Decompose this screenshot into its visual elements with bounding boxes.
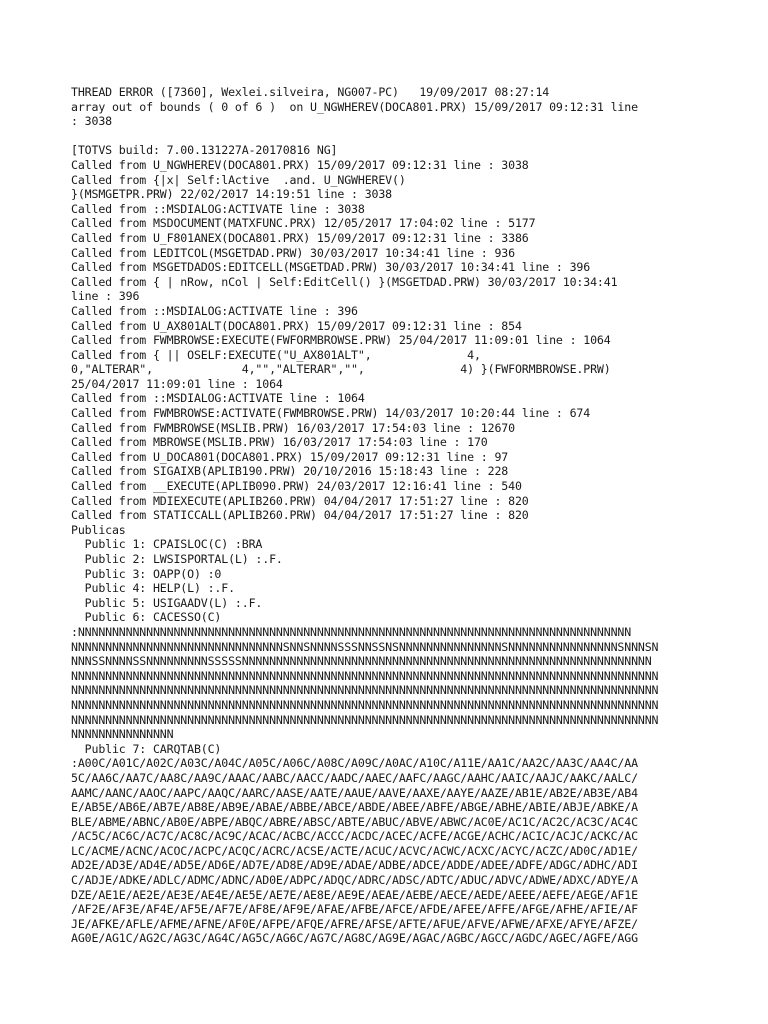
log-line: Called from MSGETDADOS:EDITCELL(MSGETDAD.PRW) 30/03/2017 10:34:41 line : 396: [71, 260, 591, 275]
log-line: Public 1: CPAISLOC(C) :BRA: [71, 537, 263, 552]
log-line: Public 6: CACESSO(C): [71, 610, 222, 625]
log-line: array out of bounds ( 0 of 6 ) on U_NGWHEREV(DOCA801.PRX) 15/09/2017 09:12:31 line: [71, 99, 638, 114]
log-line: Called from FWMBROWSE(MSLIB.PRW) 16/03/2017 17:54:03 line : 12670: [71, 420, 515, 435]
log-line: NNNNNNNNNNNNNNNNNNNNNNNNNNNNNNNSNNSNNNNSSSNNSSNSNNNNNNNNNNNNNNNSNNNNNNNNNNNNNNNNSNNNSN: [71, 639, 659, 654]
log-line: :A00C/A01C/A02C/A03C/A04C/A05C/A06C/A08C/A09C/A0AC/A10C/A11E/AA1C/AA2C/AA3C/AA4C/AA: [71, 756, 638, 771]
log-line: E/AB5E/AB6E/AB7E/AB8E/AB9E/ABAE/ABBE/ABCE/ABDE/ABEE/ABFE/ABGE/ABHE/ABIE/ABJE/ABKE/A: [71, 800, 638, 815]
log-line: 25/04/2017 11:09:01 line : 1064: [71, 376, 283, 391]
log-line: Called from { || OSELF:EXECUTE("U_AX801ALT", 4,: [71, 347, 481, 362]
error-log-text: [71, 85, 701, 946]
log-line: Public 3: OAPP(O) :0: [71, 566, 222, 581]
log-line: NNNSSNNNNSSNNNNNNNNNSSSSSNNNNNNNNNNNNNNNNNNNNNNNNNNNNNNNNNNNNNNNNNNNNNNNNNNNNNNNNNNNN: [71, 654, 652, 669]
log-line: Called from U_NGWHEREV(DOCA801.PRX) 15/09/2017 09:12:31 line : 3038: [71, 157, 529, 172]
log-line: Called from U_DOCA801(DOCA801.PRX) 15/09/2017 09:12:31 line : 97: [71, 449, 509, 464]
log-line: NNNNNNNNNNNNNNN: [71, 727, 174, 742]
log-line: Called from MDIEXECUTE(APLIB260.PRW) 04/04/2017 17:51:27 line : 820: [71, 493, 529, 508]
log-line: Called from SIGAIXB(APLIB190.PRW) 20/10/2016 15:18:43 line : 228: [71, 464, 509, 479]
log-line: NNNNNNNNNNNNNNNNNNNNNNNNNNNNNNNNNNNNNNNNNNNNNNNNNNNNNNNNNNNNNNNNNNNNNNNNNNNNNNNNNNNNNN: [71, 712, 659, 727]
log-line: line : 396: [71, 289, 140, 304]
log-line: /AC5C/AC6C/AC7C/AC8C/AC9C/ACAC/ACBC/ACCC/ACDC/ACEC/ACFE/ACGE/ACHC/ACIC/ACJC/ACKC/AC: [71, 829, 638, 844]
log-line: AG0E/AG1C/AG2C/AG3C/AG4C/AG5C/AG6C/AG7C/AG8C/AG9E/AGAC/AGBC/AGCC/AGDC/AGEC/AGFE/AGG: [71, 931, 638, 946]
log-line: NNNNNNNNNNNNNNNNNNNNNNNNNNNNNNNNNNNNNNNNNNNNNNNNNNNNNNNNNNNNNNNNNNNNNNNNNNNNNNNNNNNNNN: [71, 668, 659, 683]
log-line: }(MSMGETPR.PRW) 22/02/2017 14:19:51 line : 3038: [71, 187, 393, 202]
log-line: 5C/AA6C/AA7C/AA8C/AA9C/AAAC/AABC/AACC/AADC/AAEC/AAFC/AAGC/AAHC/AAIC/AAJC/AAKC/AALC/: [71, 770, 638, 785]
log-line: THREAD ERROR ([7360], Wexlei.silveira, NG007-PC) 19/09/2017 08:27:14: [71, 85, 550, 99]
log-line: Called from U_F801ANEX(DOCA801.PRX) 15/09/2017 09:12:31 line : 3386: [71, 230, 529, 245]
log-line: Called from {|x| Self:lActive .and. U_NGWHEREV(): [71, 172, 406, 187]
log-line: [TOTVS build: 7.00.131227A-20170816 NG]: [71, 143, 338, 158]
log-line: 0,"ALTERAR", 4,"","ALTERAR","", 4) }(FWFORMBROWSE.PRW): [71, 362, 611, 377]
log-line: Called from FWMBROWSE:EXECUTE(FWFORMBROWSE.PRW) 25/04/2017 11:09:01 line : 1064: [71, 333, 611, 348]
log-line: BLE/ABME/ABNC/AB0E/ABPE/ABQC/ABRE/ABSC/ABTE/ABUC/ABVE/ABWC/AC0E/AC1C/AC2C/AC3C/AC4C: [71, 814, 638, 829]
log-line: AD2E/AD3E/AD4E/AD5E/AD6E/AD7E/AD8E/AD9E/ADAE/ADBE/ADCE/ADDE/ADEE/ADFE/ADGC/ADHC/ADI: [71, 858, 638, 873]
log-line: : 3038: [71, 114, 112, 129]
log-line: Called from MBROWSE(MSLIB.PRW) 16/03/2017 17:54:03 line : 170: [71, 435, 488, 450]
log-line: Publicas: [71, 522, 126, 537]
log-line: Called from { | nRow, nCol | Self:EditCell() }(MSGETDAD.PRW) 30/03/2017 10:34:41: [71, 274, 618, 289]
log-line: Called from STATICCALL(APLIB260.PRW) 04/04/2017 17:51:27 line : 820: [71, 508, 529, 523]
log-line: Called from FWMBROWSE:ACTIVATE(FWMBROWSE.PRW) 14/03/2017 10:20:44 line : 674: [71, 406, 591, 421]
log-line: /AF2E/AF3E/AF4E/AF5E/AF7E/AF8E/AF9E/AFAE/AFBE/AFCE/AFDE/AFEE/AFFE/AFGE/AFHE/AFIE/AF: [71, 902, 638, 917]
log-line: Public 7: CARQTAB(C): [71, 741, 222, 756]
log-line: NNNNNNNNNNNNNNNNNNNNNNNNNNNNNNNNNNNNNNNNNNNNNNNNNNNNNNNNNNNNNNNNNNNNNNNNNNNNNNNNNNNNNN: [71, 683, 659, 698]
log-line: DZE/AE1E/AE2E/AE3E/AE4E/AE5E/AE7E/AE8E/AE9E/AEAE/AEBE/AECE/AEDE/AEEE/AEFE/AEGE/AF1E: [71, 887, 638, 902]
log-line: AAMC/AANC/AAOC/AAPC/AAQC/AARC/AASE/AATE/AAUE/AAVE/AAXE/AAYE/AAZE/AB1E/AB2E/AB3E/AB4: [71, 785, 638, 800]
log-line: [71, 129, 701, 144]
log-line: Called from U_AX801ALT(DOCA801.PRX) 15/09/2017 09:12:31 line : 854: [71, 318, 522, 333]
log-line: Public 5: USIGAADV(L) :.F.: [71, 595, 263, 610]
log-line: :NNNNNNNNNNNNNNNNNNNNNNNNNNNNNNNNNNNNNNNNNNNNNNNNNNNNNNNNNNNNNNNNNNNNNNNNNNNNNNNNN: [71, 624, 632, 639]
log-line: Called from MSDOCUMENT(MATXFUNC.PRX) 12/05/2017 17:04:02 line : 5177: [71, 216, 536, 231]
log-line: Called from ::MSDIALOG:ACTIVATE line : 1064: [71, 391, 365, 406]
log-line: Called from __EXECUTE(APLIB090.PRW) 24/03/2017 12:16:41 line : 540: [71, 479, 522, 494]
log-line: LC/ACME/ACNC/ACOC/ACPC/ACQC/ACRC/ACSE/ACTE/ACUC/ACVC/ACWC/ACXC/ACYC/ACZC/AD0C/AD1E/: [71, 843, 638, 858]
log-line: Public 2: LWSISPORTAL(L) :.F.: [71, 552, 283, 566]
log-line: Public 4: HELP(L) :.F.: [71, 581, 235, 596]
log-line: Called from ::MSDIALOG:ACTIVATE line : 396: [71, 303, 358, 318]
log-line: JE/AFKE/AFLE/AFME/AFNE/AF0E/AFPE/AFQE/AFRE/AFSE/AFTE/AFUE/AFVE/AFWE/AFXE/AFYE/AFZE/: [71, 916, 638, 931]
log-line: Called from LEDITCOL(MSGETDAD.PRW) 30/03/2017 10:34:41 line : 936: [71, 245, 515, 260]
log-line: C/ADJE/ADKE/ADLC/ADMC/ADNC/AD0E/ADPC/ADQC/ADRC/ADSC/ADTC/ADUC/ADVC/ADWE/ADXC/ADYE/A: [71, 873, 638, 888]
log-line: Called from ::MSDIALOG:ACTIVATE line : 3038: [71, 201, 365, 216]
log-line: NNNNNNNNNNNNNNNNNNNNNNNNNNNNNNNNNNNNNNNNNNNNNNNNNNNNNNNNNNNNNNNNNNNNNNNNNNNNNNNNNNNNNN: [71, 697, 659, 712]
